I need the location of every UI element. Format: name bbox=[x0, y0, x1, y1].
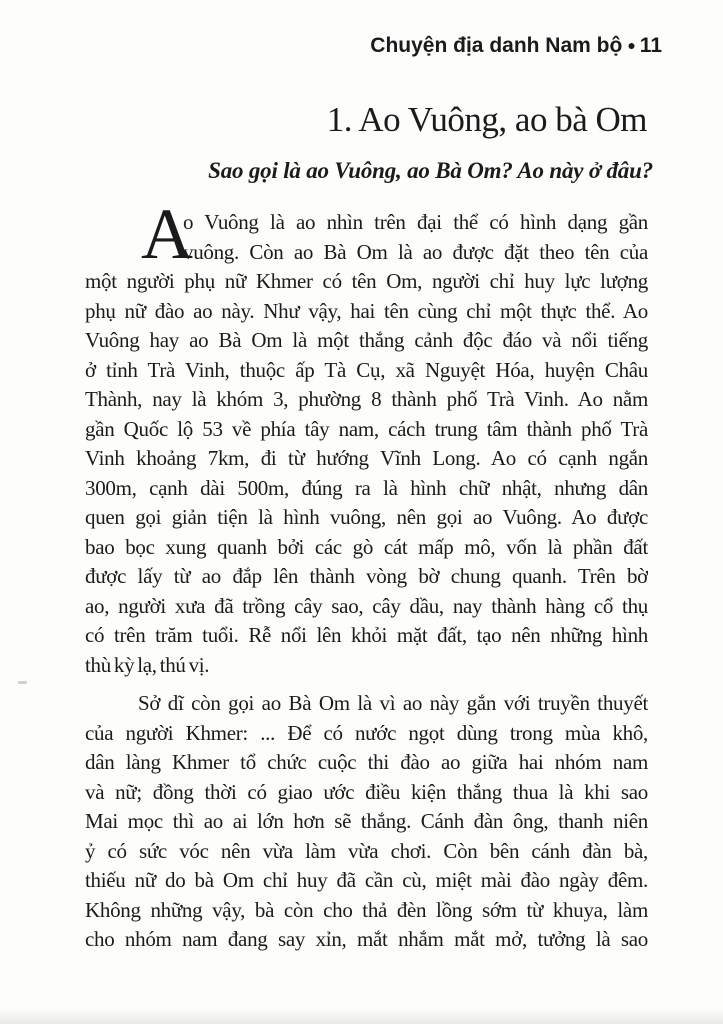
text-line: vuông. Còn ao Bà Om là ao được đặt theo tên của bbox=[183, 239, 648, 264]
text-line: Vinh khoảng 7km, đi từ hướng Vĩnh Long. Ao có cạnh ngắn bbox=[85, 446, 648, 470]
paragraph-1-lines bbox=[85, 208, 648, 680]
text-line: ỷ có sức vóc nên vừa làm vừa chơi. Còn bên cánh đàn bà, bbox=[85, 838, 648, 863]
paragraph-2-lines bbox=[85, 689, 648, 955]
text-line: phụ nữ đào ao này. Như vậy, hai tên cùng chỉ một thực thể. Ao bbox=[85, 298, 648, 323]
text-line: gần Quốc lộ 53 về phía tây nam, cách trung tâm thành phố Trà bbox=[85, 416, 648, 441]
text-line: dân làng Khmer tổ chức cuộc thi đào ao giữa hai nhóm nam bbox=[85, 750, 648, 774]
text-line: thiếu nữ do bà Om chỉ huy đã cần cù, miệt mài đào ngày đêm. bbox=[85, 868, 648, 892]
text-line: bao bọc xung quanh bởi các gò cát mấp mô, vốn là phần đất bbox=[85, 534, 648, 559]
text-line: Mai mọc thì ao ai lớn hơn sẽ thắng. Cánh đàn ông, thanh niên bbox=[85, 809, 648, 833]
paragraph-2 bbox=[85, 689, 648, 955]
text-line: của người Khmer: ... Để có nước ngọt dùng trong mùa khô, bbox=[85, 720, 648, 745]
text-line: o Vuông là ao nhìn trên đại thể có hình dạng gần bbox=[183, 210, 648, 234]
text-line: Không những vậy, bà còn cho thả đèn lồng sớm từ khuya, làm bbox=[85, 897, 648, 922]
text-line: và nữ; đồng thời có giao ước điều kiện thắng thua là khi sao bbox=[85, 779, 648, 804]
text-line: ao, người xưa đã trồng cây sao, cây dầu, nay thành hàng cổ thụ bbox=[85, 593, 648, 618]
page-number: 11 bbox=[639, 34, 662, 57]
text-line: 300m, cạnh dài 500m, đúng ra là hình chữ nhật, nhưng dân bbox=[85, 475, 648, 500]
text-line: cho nhóm nam đang say xỉn, mắt nhắm mắt mở, tưởng là sao bbox=[85, 927, 648, 951]
scan-artifact-mark bbox=[18, 681, 27, 684]
running-head-title: Chuyện địa danh Nam bộ bbox=[370, 34, 623, 57]
text-line: có trên trăm tuổi. Rễ nổi lên khỏi mặt đất, tạo nên những hình bbox=[85, 623, 648, 647]
body-text bbox=[85, 194, 648, 955]
text-line: thù kỳ lạ, thú vị. bbox=[85, 652, 210, 677]
text-line: ở tỉnh Trà Vinh, thuộc ấp Tà Cụ, xã Nguyệt Hóa, huyện Châu bbox=[85, 357, 648, 382]
drop-cap: A bbox=[141, 194, 193, 274]
text-line: quen gọi giản tiện là hình vuông, nên gọi ao Vuông. Ao được bbox=[85, 505, 648, 529]
page-header bbox=[370, 34, 662, 58]
text-line: Sở dĩ còn gọi ao Bà Om là vì ao này gắn với truyền thuyết bbox=[138, 691, 648, 715]
chapter-title: 1. Ao Vuông, ao bà Om bbox=[326, 100, 647, 139]
text-line: được lấy từ ao đắp lên thành vòng bờ chung quanh. Trên bờ bbox=[85, 564, 648, 588]
scan-bottom-shadow bbox=[0, 1008, 723, 1024]
bullet-separator-icon: ● bbox=[627, 37, 636, 53]
paragraph-1 bbox=[85, 194, 648, 680]
text-line: Thành, nay là khóm 3, phường 8 thành phố Trà Vinh. Ao nằm bbox=[85, 387, 648, 411]
chapter-subtitle: Sao gọi là ao Vuông, ao Bà Om? Ao này ở đâu? bbox=[208, 158, 653, 183]
text-line: một người phụ nữ Khmer có tên Om, người chỉ huy lực lượng bbox=[85, 269, 648, 293]
text-line: Vuông hay ao Bà Om là một thắng cảnh độc đáo và nổi tiếng bbox=[85, 328, 648, 352]
